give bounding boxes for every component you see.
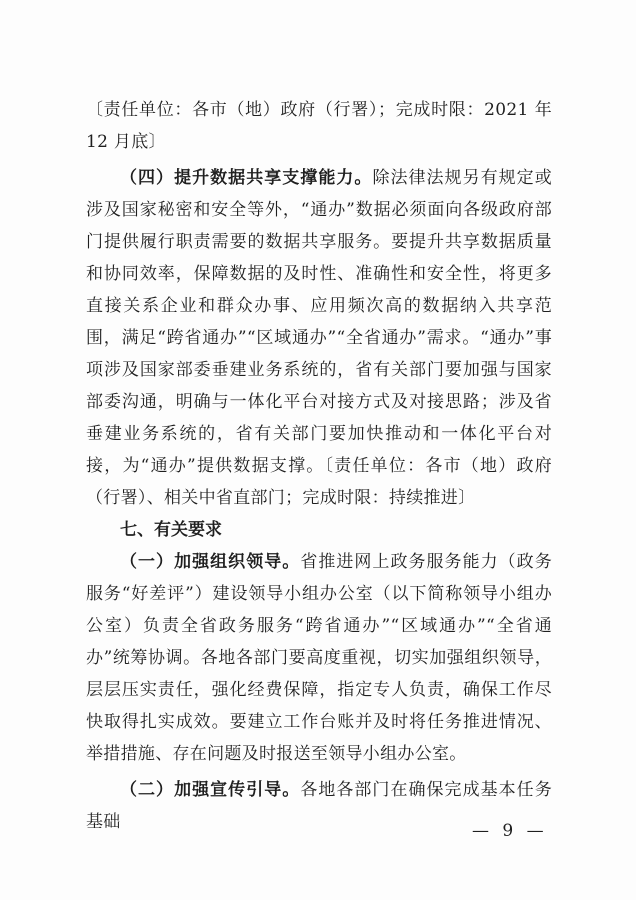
responsibility-note-text: 〔责任单位：各市（地）政府（行署）；完成时限：2021 年 12 月底〕 xyxy=(86,100,552,152)
paragraph-data-sharing xyxy=(86,162,552,514)
page-number: — 9 — xyxy=(472,821,548,841)
publicity-guidance-heading: （二）加强宣传引导。 xyxy=(120,780,301,800)
paragraph-organization-leadership xyxy=(86,546,552,770)
data-sharing-heading: （四）提升数据共享支撑能力。 xyxy=(120,168,373,188)
document-body xyxy=(86,94,552,838)
organization-leadership-heading: （一）加强组织领导。 xyxy=(120,552,301,572)
organization-leadership-text: 省推进网上政务服务能力（政务服务“好差评”）建设领导小组办公室（以下简称领导小组办公室）负责全省政务服务“跨省通办”“区域通办”“全省通办”统筹协调。各地各部门要高度重视，切实加强组织领导，层层压实责任，强化经费保障，指定专人负责，确保工作尽快取得扎实成效。要建立工作台账并及时将任务推进情况、举措措施、存在问题及时报送至领导小组办公室。 xyxy=(86,552,553,764)
data-sharing-text: 除法律法规另有规定或涉及国家秘密和安全等外，“通办”数据必须面向各级政府部门提供履行职责需要的数据共享服务。要提升共享数据质量和协同效率，保障数据的及时性、准确性和安全性，将更多直接关系企业和群众办事、应用频次高的数据纳入共享范围，满足“跨省通办”“区域通办”“全省通办”需求。“通办”事项涉及国家部委垂建业务系统的，省有关部门要加强与国家部委沟通，明确与一体化平台对接方式及对接思路；涉及省垂建业务系统的，省有关部门要加快推动和一体化平台对接，为“通办”提供数据支撑。〔责任单位：各市（地）政府（行署）、相关中省直部门；完成时限：持续推进〕 xyxy=(86,168,553,508)
section-heading-requirements: 七、有关要求 xyxy=(120,520,222,540)
paragraph-responsibility-note xyxy=(86,94,552,158)
publicity-guidance-text: 各地各部门在确保完成基本任务基础 xyxy=(86,780,553,832)
